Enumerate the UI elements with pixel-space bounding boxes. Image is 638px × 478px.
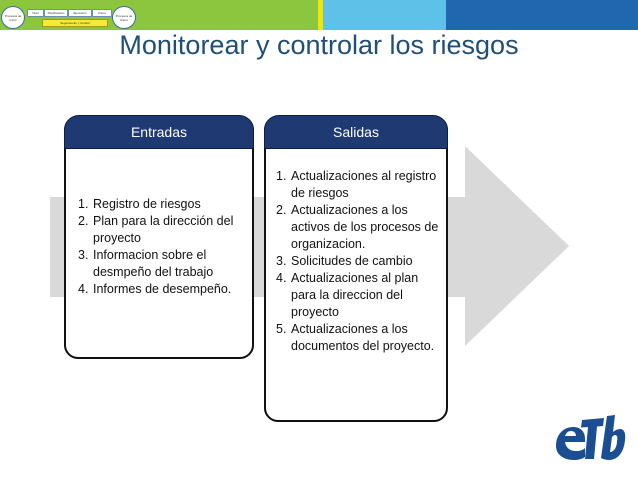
mini-control-bar: Seguimiento y Control [42,19,108,27]
list-item: 4. Actualizaciones al plan para la direccion del proyecto [276,271,419,319]
mini-step-1: Inicio [27,9,44,17]
mini-start-circle: Procesos de Inicio [1,6,25,29]
mini-step-4: Cierre [92,9,112,17]
page-title: Monitorear y controlar los riesgos [119,30,519,60]
mini-step-2: Planificación [44,9,68,17]
list-item: 5. Actualizaciones a los documentos del proyecto. [276,322,435,353]
list-item: 1. Actualizaciones al registro de riesgos [276,169,437,200]
inputs-list [78,196,248,298]
list-item: 2. Plan para la dirección del proyecto [78,214,234,245]
outputs-list [276,168,444,355]
list-item: 4. Informes de desempeño. [78,282,232,296]
list-item: 3. Informacion sobre el desmpeño del trabajo [78,248,214,279]
list-item: 2. Actualizaciones a los activos de los procesos de organizacion. [276,203,439,251]
mini-end-circle: Procesos de Cierre [112,6,136,29]
list-item: 3. Solicitudes de cambio [276,254,413,268]
etb-logo [552,412,626,464]
list-item: 1. Registro de riesgos [78,197,201,211]
outputs-header: Salidas [264,115,448,149]
mini-step-3: Ejecución [68,9,92,17]
inputs-header: Entradas [64,115,254,149]
